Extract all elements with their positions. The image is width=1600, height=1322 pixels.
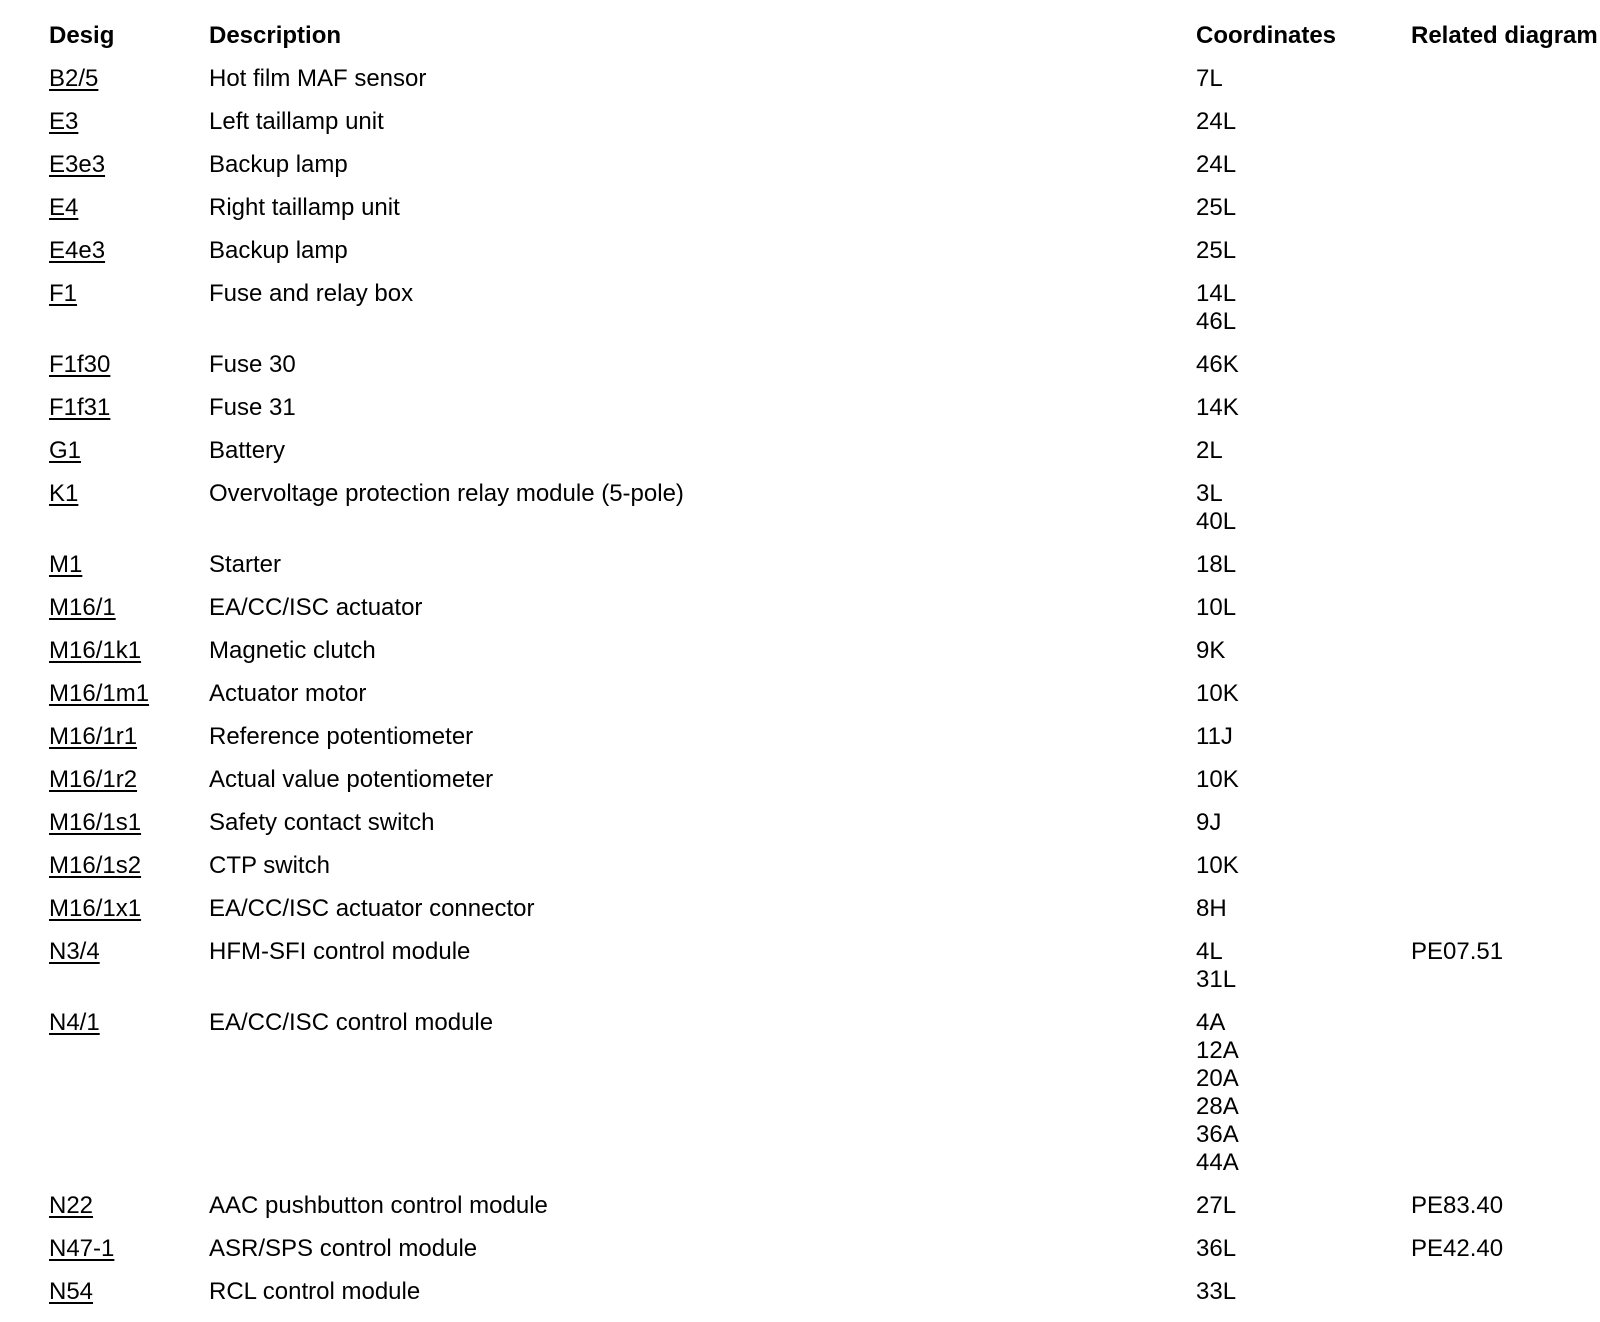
coordinate-value: 20A bbox=[1196, 1065, 1239, 1092]
desig-cell bbox=[49, 551, 209, 579]
description-cell: Left taillamp unit bbox=[209, 108, 384, 135]
description-cell: HFM-SFI control module bbox=[209, 938, 471, 965]
description-cell: Reference potentiometer bbox=[209, 723, 474, 750]
description-cell: Hot film MAF sensor bbox=[209, 65, 427, 92]
coordinate-value: 25L bbox=[1196, 237, 1237, 264]
description-cell: Battery bbox=[209, 437, 286, 464]
coordinate-value: 24L bbox=[1196, 151, 1237, 178]
coordinate-value: 2L bbox=[1196, 437, 1223, 464]
coordinates-cell bbox=[1196, 938, 1411, 994]
header-desig: Desig bbox=[49, 22, 115, 49]
header-related-diagram: Related diagram bbox=[1411, 22, 1598, 49]
coordinate-value: 46L bbox=[1196, 308, 1237, 335]
table-row bbox=[49, 1187, 1579, 1230]
coordinates-cell bbox=[1196, 594, 1411, 622]
desig-link[interactable]: M16/1 bbox=[49, 594, 116, 621]
table-row bbox=[49, 589, 1579, 632]
table-row bbox=[49, 847, 1579, 890]
description-cell: Actual value potentiometer bbox=[209, 766, 494, 793]
table-row bbox=[49, 890, 1579, 933]
desig-link[interactable]: E4e3 bbox=[49, 237, 106, 264]
table-row bbox=[49, 546, 1579, 589]
table-row bbox=[49, 103, 1579, 146]
description-cell: ASR/SPS control module bbox=[209, 1235, 478, 1262]
description-cell: Right taillamp unit bbox=[209, 194, 400, 221]
desig-link[interactable]: M16/1s1 bbox=[49, 809, 142, 836]
desig-link[interactable]: M16/1r1 bbox=[49, 723, 138, 750]
description-cell: AAC pushbutton control module bbox=[209, 1192, 548, 1219]
coordinates-cell bbox=[1196, 551, 1411, 579]
desig-cell bbox=[49, 1235, 209, 1263]
coordinate-value: 18L bbox=[1196, 551, 1237, 578]
coordinate-value: 31L bbox=[1196, 966, 1237, 993]
table-row bbox=[49, 718, 1579, 761]
desig-cell bbox=[49, 1278, 209, 1306]
table-row bbox=[49, 346, 1579, 389]
coordinate-value: 11J bbox=[1196, 723, 1233, 750]
table-row bbox=[49, 146, 1579, 189]
description-cell: RCL control module bbox=[209, 1278, 421, 1305]
coordinates-cell bbox=[1196, 1278, 1411, 1306]
coordinate-value: 7L bbox=[1196, 65, 1223, 92]
desig-cell bbox=[49, 480, 209, 508]
description-cell: CTP switch bbox=[209, 852, 330, 879]
description-cell: EA/CC/ISC actuator connector bbox=[209, 895, 535, 922]
table-row bbox=[49, 761, 1579, 804]
desig-link[interactable]: N47-1 bbox=[49, 1235, 115, 1262]
description-cell: Overvoltage protection relay module (5-pole) bbox=[209, 480, 684, 507]
table-row bbox=[49, 275, 1579, 346]
coordinate-value: 10L bbox=[1196, 594, 1237, 621]
desig-link[interactable]: F1f30 bbox=[49, 351, 111, 378]
desig-cell bbox=[49, 594, 209, 622]
coordinates-cell bbox=[1196, 194, 1411, 222]
description-cell: Magnetic clutch bbox=[209, 637, 376, 664]
desig-cell bbox=[49, 194, 209, 222]
table-row bbox=[49, 60, 1579, 103]
coordinate-value: 12A bbox=[1196, 1037, 1239, 1064]
coordinate-value: 14L bbox=[1196, 280, 1237, 307]
coordinate-value: 10K bbox=[1196, 766, 1239, 793]
coordinate-value: 10K bbox=[1196, 852, 1239, 879]
desig-cell bbox=[49, 637, 209, 665]
coordinate-value: 44A bbox=[1196, 1149, 1239, 1176]
description-cell: Fuse and relay box bbox=[209, 280, 414, 307]
coordinate-value: 36A bbox=[1196, 1121, 1239, 1148]
coordinate-value: 46K bbox=[1196, 351, 1239, 378]
desig-cell bbox=[49, 351, 209, 379]
description-cell: Actuator motor bbox=[209, 680, 367, 707]
coordinate-value: 8H bbox=[1196, 895, 1227, 922]
coordinates-cell bbox=[1196, 895, 1411, 923]
desig-link[interactable]: G1 bbox=[49, 437, 82, 464]
desig-cell bbox=[49, 108, 209, 136]
coordinates-cell bbox=[1196, 680, 1411, 708]
table-row bbox=[49, 804, 1579, 847]
table-row bbox=[49, 675, 1579, 718]
coordinates-cell bbox=[1196, 480, 1411, 536]
table-body bbox=[49, 60, 1579, 1316]
desig-cell bbox=[49, 437, 209, 465]
description-cell: Backup lamp bbox=[209, 151, 348, 178]
coordinate-value: 40L bbox=[1196, 508, 1237, 535]
table-row bbox=[49, 1004, 1579, 1187]
table-row bbox=[49, 232, 1579, 275]
table-row bbox=[49, 1230, 1579, 1273]
coordinate-value: 27L bbox=[1196, 1192, 1237, 1219]
coordinate-value: 4A bbox=[1196, 1009, 1226, 1036]
desig-link[interactable]: M16/1s2 bbox=[49, 852, 142, 879]
description-cell: EA/CC/ISC control module bbox=[209, 1009, 494, 1036]
coordinate-value: 14K bbox=[1196, 394, 1239, 421]
desig-link[interactable]: E3e3 bbox=[49, 151, 106, 178]
desig-cell bbox=[49, 394, 209, 422]
coordinates-cell bbox=[1196, 65, 1411, 93]
table-row bbox=[49, 632, 1579, 675]
coordinates-cell bbox=[1196, 723, 1411, 751]
coordinates-cell bbox=[1196, 151, 1411, 179]
coordinates-cell bbox=[1196, 394, 1411, 422]
desig-link[interactable]: B2/5 bbox=[49, 65, 99, 92]
description-cell: EA/CC/ISC actuator bbox=[209, 594, 423, 621]
coordinate-value: 33L bbox=[1196, 1278, 1237, 1305]
desig-cell bbox=[49, 237, 209, 265]
desig-link[interactable]: M16/1k1 bbox=[49, 637, 142, 664]
table-row bbox=[49, 389, 1579, 432]
description-cell: Fuse 31 bbox=[209, 394, 296, 421]
coordinates-cell bbox=[1196, 437, 1411, 465]
coordinates-cell bbox=[1196, 1009, 1411, 1177]
coordinate-value: 3L bbox=[1196, 480, 1223, 507]
header-row bbox=[49, 22, 1598, 60]
desig-link[interactable]: M16/1x1 bbox=[49, 895, 142, 922]
desig-link[interactable]: E4 bbox=[49, 194, 79, 221]
related-diagram-cell[interactable]: PE83.40 bbox=[1411, 1192, 1504, 1219]
desig-link[interactable]: F1 bbox=[49, 280, 78, 307]
desig-link[interactable]: M16/1r2 bbox=[49, 766, 138, 793]
desig-cell bbox=[49, 280, 209, 308]
table-row bbox=[49, 1273, 1579, 1316]
table-row bbox=[49, 933, 1579, 1004]
coordinate-value: 9J bbox=[1196, 809, 1222, 836]
description-cell: Backup lamp bbox=[209, 237, 348, 264]
desig-cell bbox=[49, 1192, 209, 1220]
table-row bbox=[49, 475, 1579, 546]
coordinate-value: 9K bbox=[1196, 637, 1226, 664]
component-legend-table bbox=[49, 22, 1598, 1316]
description-cell: Fuse 30 bbox=[209, 351, 296, 378]
desig-link[interactable]: M16/1m1 bbox=[49, 680, 150, 707]
coordinate-value: 10K bbox=[1196, 680, 1239, 707]
desig-link[interactable]: N22 bbox=[49, 1192, 94, 1219]
coordinate-value: 24L bbox=[1196, 108, 1237, 135]
desig-link[interactable]: K1 bbox=[49, 480, 79, 507]
coordinate-value: 4L bbox=[1196, 938, 1223, 965]
table-row bbox=[49, 432, 1579, 475]
table-row bbox=[49, 189, 1579, 232]
coordinates-cell bbox=[1196, 351, 1411, 379]
desig-link[interactable]: N3/4 bbox=[49, 938, 100, 965]
desig-cell bbox=[49, 680, 209, 708]
header-coordinates: Coordinates bbox=[1196, 22, 1337, 49]
coordinates-cell bbox=[1196, 637, 1411, 665]
coordinates-cell bbox=[1196, 1235, 1411, 1263]
coordinates-cell bbox=[1196, 237, 1411, 265]
coordinate-value: 28A bbox=[1196, 1093, 1239, 1120]
desig-link[interactable]: M1 bbox=[49, 551, 83, 578]
coordinates-cell bbox=[1196, 809, 1411, 837]
desig-cell bbox=[49, 723, 209, 751]
desig-link[interactable]: N54 bbox=[49, 1278, 94, 1305]
coordinate-value: 25L bbox=[1196, 194, 1237, 221]
coordinates-cell bbox=[1196, 766, 1411, 794]
desig-cell bbox=[49, 895, 209, 923]
header-description: Description bbox=[209, 22, 342, 49]
coordinates-cell bbox=[1196, 108, 1411, 136]
related-diagram-cell[interactable]: PE42.40 bbox=[1411, 1235, 1504, 1262]
desig-cell bbox=[49, 809, 209, 837]
desig-cell bbox=[49, 1009, 209, 1037]
coordinate-value: 36L bbox=[1196, 1235, 1237, 1262]
desig-cell bbox=[49, 852, 209, 880]
desig-cell bbox=[49, 766, 209, 794]
desig-cell bbox=[49, 151, 209, 179]
coordinates-cell bbox=[1196, 852, 1411, 880]
desig-link[interactable]: F1f31 bbox=[49, 394, 111, 421]
coordinates-cell bbox=[1196, 1192, 1411, 1220]
desig-link[interactable]: E3 bbox=[49, 108, 79, 135]
description-cell: Safety contact switch bbox=[209, 809, 435, 836]
desig-cell bbox=[49, 938, 209, 966]
description-cell: Starter bbox=[209, 551, 282, 578]
desig-link[interactable]: N4/1 bbox=[49, 1009, 100, 1036]
desig-cell bbox=[49, 65, 209, 93]
related-diagram-cell[interactable]: PE07.51 bbox=[1411, 938, 1504, 965]
coordinates-cell bbox=[1196, 280, 1411, 336]
